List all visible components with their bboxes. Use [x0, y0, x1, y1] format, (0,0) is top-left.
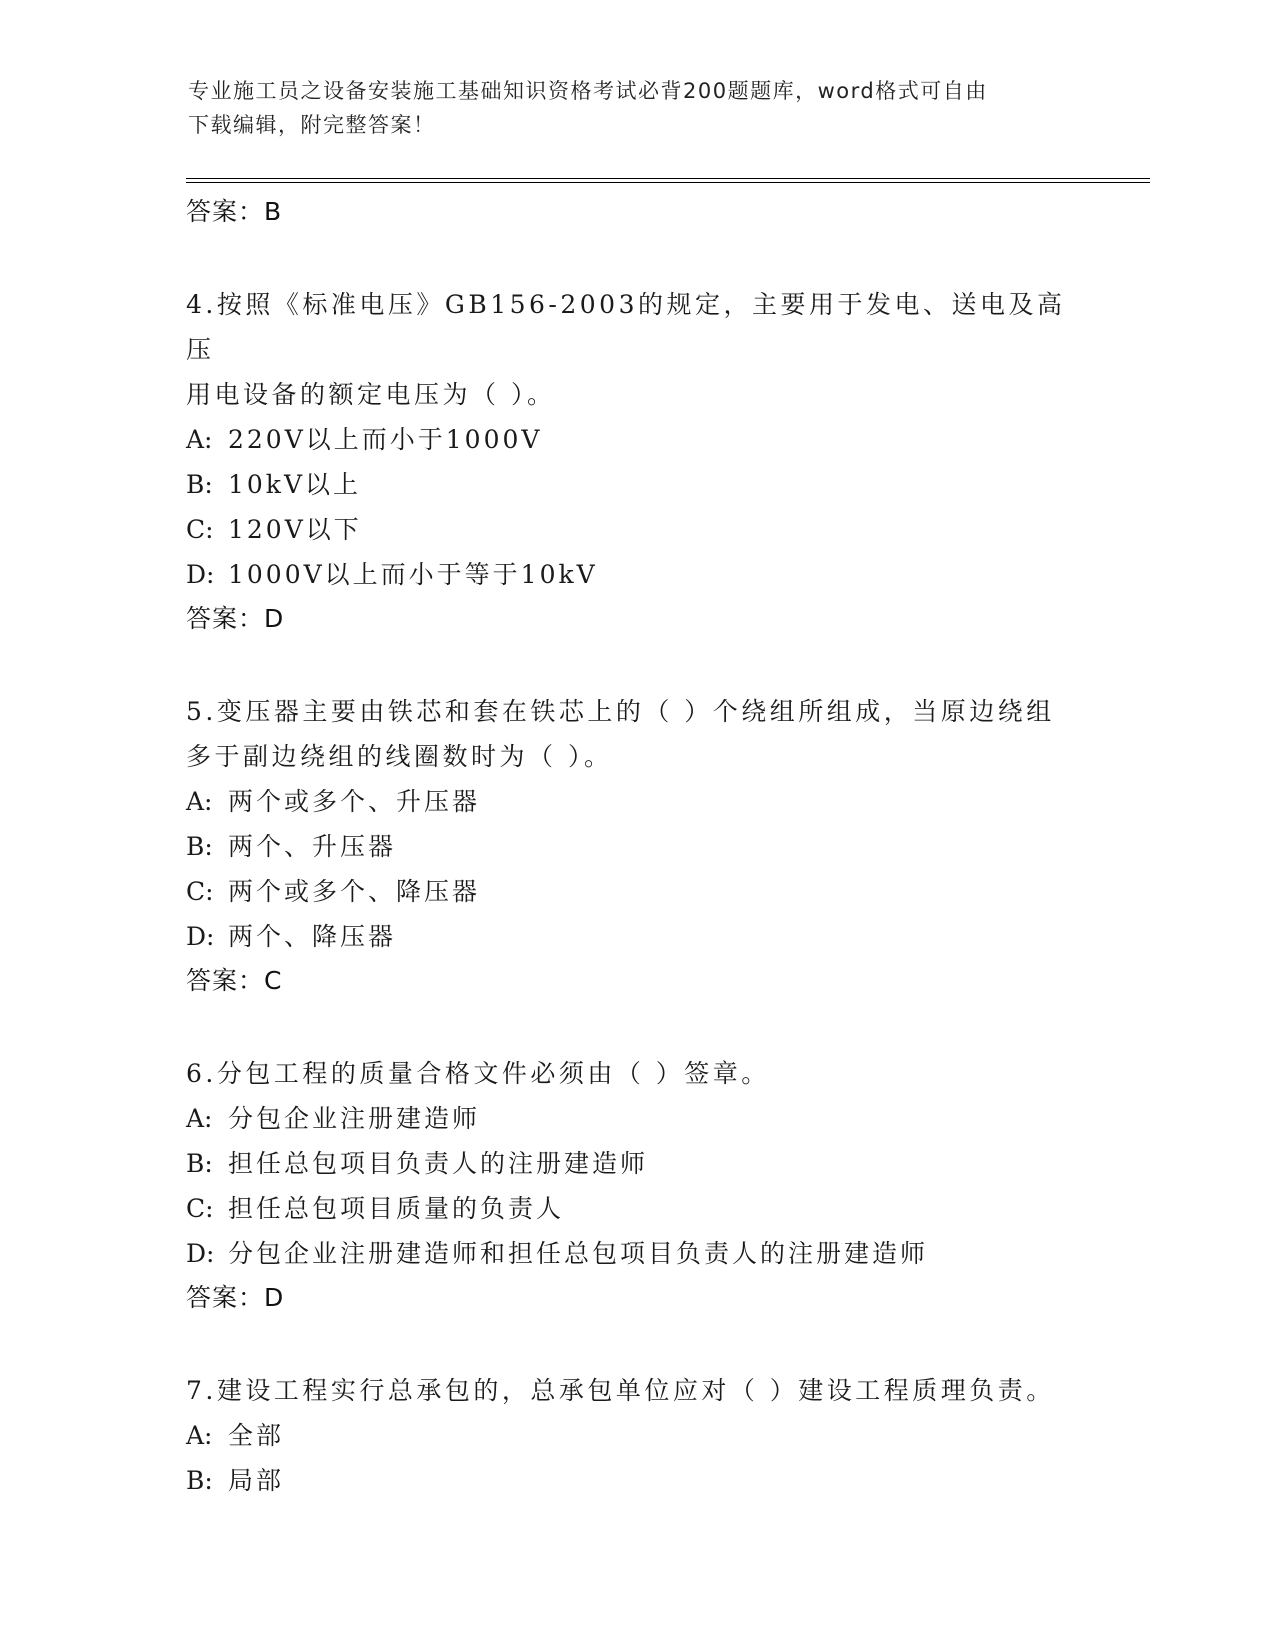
- question-block: [186, 1051, 1086, 1320]
- header-line-2: 下载编辑，附完整答案！: [188, 113, 436, 137]
- answer-line: 答案：B: [186, 197, 283, 226]
- option-text: 担任总包项目负责人的注册建造师: [228, 1149, 649, 1178]
- option-a: [186, 1096, 1086, 1141]
- option-text: 分包企业注册建造师和担任总包项目负责人的注册建造师: [228, 1239, 929, 1268]
- option-a: [186, 417, 1086, 462]
- answer-line: 答案：D: [186, 604, 285, 633]
- question-list: [186, 190, 1086, 1503]
- option-a: [186, 779, 1086, 824]
- option-letter: D:: [186, 560, 215, 589]
- option-text: 1000V以上而小于等于10kV: [228, 560, 598, 589]
- document-header: [188, 74, 1088, 142]
- option-b: [186, 824, 1086, 869]
- option-letter: B:: [186, 1149, 213, 1178]
- question-line: 7.建设工程实行总承包的，总承包单位应对（ ）建设工程质理负责。: [186, 1376, 1055, 1405]
- question-line: 多于副边绕组的线圈数时为（ ）。: [186, 742, 613, 771]
- option-letter: C:: [186, 515, 214, 544]
- option-a: [186, 1413, 1086, 1458]
- header-line-1: 专业施工员之设备安装施工基础知识资格考试必背200题题库，word格式可自由: [188, 79, 988, 103]
- question-block: [186, 1368, 1086, 1503]
- option-d: [186, 1231, 1086, 1276]
- option-b: [186, 1141, 1086, 1186]
- option-c: [186, 1186, 1086, 1231]
- option-letter: D:: [186, 1239, 215, 1268]
- option-text: 局部: [228, 1466, 285, 1495]
- option-letter: A:: [186, 1421, 213, 1450]
- option-letter: D:: [186, 922, 215, 951]
- option-letter: B:: [186, 470, 213, 499]
- question-block: [186, 282, 1086, 641]
- header-rule-bottom: [186, 182, 1150, 183]
- option-text: 220V以上而小于1000V: [228, 425, 543, 454]
- header-rule-top: [186, 178, 1150, 179]
- option-d: [186, 552, 1086, 597]
- question-line: 6.分包工程的质量合格文件必须由（ ）签章。: [186, 1059, 770, 1088]
- option-text: 担任总包项目质量的负责人: [228, 1194, 565, 1223]
- answer-line: 答案：D: [186, 1283, 285, 1312]
- option-letter: A:: [186, 1104, 213, 1133]
- option-text: 两个或多个、升压器: [228, 787, 481, 816]
- question-line: 5.变压器主要由铁芯和套在铁芯上的（ ）个绕组所组成，当原边绕组: [186, 697, 1055, 726]
- option-text: 两个、升压器: [228, 832, 397, 861]
- option-text: 两个、降压器: [228, 922, 397, 951]
- option-letter: A:: [186, 787, 213, 816]
- option-c: [186, 869, 1086, 914]
- option-letter: A:: [186, 425, 213, 454]
- question-line: 用电设备的额定电压为（ ）。: [186, 380, 556, 409]
- option-letter: C:: [186, 1194, 214, 1223]
- option-b: [186, 1458, 1086, 1503]
- answer-line: 答案：C: [186, 966, 283, 995]
- option-letter: C:: [186, 877, 214, 906]
- option-text: 两个或多个、降压器: [228, 877, 481, 906]
- option-b: [186, 462, 1086, 507]
- option-text: 分包企业注册建造师: [228, 1104, 481, 1133]
- question-line: 4.按照《标准电压》GB156-2003的规定，主要用于发电、送电及高压: [186, 290, 1066, 364]
- option-text: 全部: [228, 1421, 285, 1450]
- option-d: [186, 914, 1086, 959]
- option-letter: B:: [186, 1466, 213, 1495]
- question-block: [186, 689, 1086, 1003]
- option-text: 10kV以上: [228, 470, 362, 499]
- option-letter: B:: [186, 832, 213, 861]
- option-text: 120V以下: [228, 515, 362, 544]
- option-c: [186, 507, 1086, 552]
